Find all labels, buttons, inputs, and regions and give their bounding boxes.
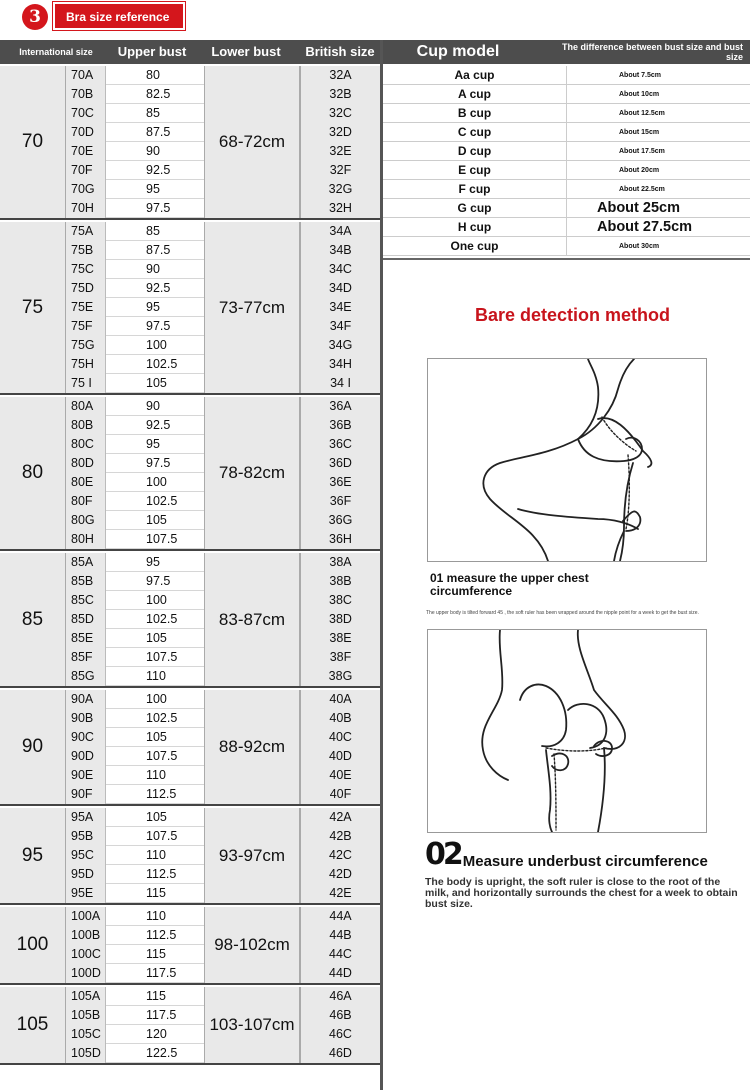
band-cup-cell: 70C — [66, 104, 106, 123]
cup-row — [383, 161, 750, 180]
british-size-cell: 38D — [300, 610, 380, 629]
step-number-badge: 3 — [22, 4, 48, 30]
band-cup-cell: 80D — [66, 454, 106, 473]
band-cup-cell: 70E — [66, 142, 106, 161]
british-size-cell: 46C — [300, 1025, 380, 1044]
band-cup-cell: 75H — [66, 355, 106, 374]
step2-title: Measure underbust circumference — [462, 853, 708, 870]
bust-difference-cell: About 30cm — [566, 237, 750, 256]
step2-description: The body is upright, the soft ruler is close to the root of the milk, and horizontally surrounds the chest for a week to obtain bust size. — [425, 876, 738, 910]
band-cup-cell: 75B — [66, 241, 106, 260]
upper-bust-cell: 102.5 — [146, 494, 178, 508]
band-cup-cell: 80H — [66, 530, 106, 549]
band-cup-cell: 75C — [66, 260, 106, 279]
band-cup-cell: 90D — [66, 747, 106, 766]
cup-row — [383, 237, 750, 256]
bust-difference-cell: About 17.5cm — [566, 142, 750, 161]
col-upper-bust: Upper bust — [117, 44, 187, 59]
band-cup-cell: 95D — [66, 865, 106, 884]
british-size-cell: 32D — [300, 123, 380, 142]
band-cup-cell: 90E — [66, 766, 106, 785]
band-cup-cell: 75A — [66, 222, 106, 241]
british-size-cell: 46D — [300, 1044, 380, 1063]
band-cup-cell: 100D — [66, 964, 106, 983]
upper-bust-cell: 92.5 — [146, 163, 171, 177]
step1-title: 01 measure the upper chest circumference — [430, 571, 589, 598]
cup-row — [383, 180, 750, 199]
upper-bust-cell: 92.5 — [146, 281, 171, 295]
british-size-cell: 32A — [300, 66, 380, 85]
upper-bust-cell: 112.5 — [146, 928, 177, 942]
upper-bust-cell: 110 — [146, 848, 166, 862]
band-cup-cell: 70A — [66, 66, 106, 85]
british-size-cell: 44D — [300, 964, 380, 983]
cup-model-cell: H cup — [457, 220, 492, 234]
lower-bust-cell: 93-97cm — [204, 808, 300, 903]
british-size-cell: 38E — [300, 629, 380, 648]
band-cup-cell: 75D — [66, 279, 106, 298]
upper-bust-cell: 90 — [146, 399, 160, 413]
upper-bust-cell: 110 — [146, 909, 166, 923]
band-cup-cell: 80G — [66, 511, 106, 530]
band-cup-cell: 85G — [66, 667, 106, 686]
british-size-cell: 46B — [300, 1006, 380, 1025]
international-size-cell: 80 — [0, 397, 66, 549]
band-cup-cell: 75E — [66, 298, 106, 317]
band-cup-cell: 105B — [66, 1006, 106, 1025]
band-cup-cell: 75 I — [66, 374, 106, 393]
upper-bust-cell: 95 — [146, 437, 160, 451]
band-cup-cell: 80F — [66, 492, 106, 511]
band-cup-cell: 80E — [66, 473, 106, 492]
bust-difference-cell: About 20cm — [566, 161, 750, 180]
upper-bust-cell: 100 — [146, 338, 167, 352]
upper-bust-cell: 112.5 — [146, 787, 177, 801]
size-group — [0, 690, 380, 806]
band-cup-cell: 70F — [66, 161, 106, 180]
upper-bust-cell: 82.5 — [146, 87, 171, 101]
band-cup-cell: 90C — [66, 728, 106, 747]
band-cup-cell: 95C — [66, 846, 106, 865]
international-size-cell: 70 — [0, 66, 66, 218]
upper-bust-cell: 105 — [146, 376, 167, 390]
band-cup-cell: 105C — [66, 1025, 106, 1044]
band-cup-cell: 80A — [66, 397, 106, 416]
international-size-cell: 105 — [0, 987, 66, 1063]
underbust-measure-illustration — [427, 629, 707, 833]
international-size-cell: 100 — [0, 907, 66, 983]
band-cup-cell: 70B — [66, 85, 106, 104]
upper-bust-cell: 105 — [146, 631, 167, 645]
size-group — [0, 987, 380, 1065]
upper-bust-cell: 102.5 — [146, 711, 178, 725]
upper-bust-cell: 92.5 — [146, 418, 171, 432]
upper-bust-cell: 97.5 — [146, 319, 171, 333]
band-cup-cell: 70G — [66, 180, 106, 199]
col-international: International size — [19, 47, 93, 57]
band-cup-cell: 100B — [66, 926, 106, 945]
british-size-cell: 42A — [300, 808, 380, 827]
upper-bust-cell: 110 — [146, 669, 166, 683]
cup-row — [383, 85, 750, 104]
british-size-cell: 32G — [300, 180, 380, 199]
british-size-cell: 34G — [300, 336, 380, 355]
cup-model-cell: E cup — [458, 163, 491, 177]
upper-bust-cell: 105 — [146, 730, 167, 744]
british-size-cell: 38A — [300, 553, 380, 572]
cup-row — [383, 104, 750, 123]
upper-bust-cell: 107.5 — [146, 829, 178, 843]
bust-difference-cell: About 7.5cm — [566, 66, 750, 85]
upper-bust-cell: 115 — [146, 947, 166, 961]
upper-bust-cell: 100 — [146, 692, 167, 706]
upper-bust-cell: 97.5 — [146, 201, 171, 215]
col-british-size: British size — [305, 44, 375, 59]
upper-bust-cell: 95 — [146, 555, 160, 569]
lower-bust-cell: 78-82cm — [204, 397, 300, 549]
bust-difference-cell: About 22.5cm — [566, 180, 750, 199]
band-cup-cell: 85C — [66, 591, 106, 610]
british-size-cell: 42C — [300, 846, 380, 865]
british-size-cell: 40E — [300, 766, 380, 785]
british-size-cell: 36E — [300, 473, 380, 492]
size-group — [0, 222, 380, 395]
section-title: Bra size reference — [53, 2, 185, 30]
upper-bust-cell: 87.5 — [146, 243, 171, 257]
band-cup-cell: 80B — [66, 416, 106, 435]
british-size-cell: 36D — [300, 454, 380, 473]
bust-difference-cell: About 12.5cm — [566, 104, 750, 123]
band-cup-cell: 70H — [66, 199, 106, 218]
lower-bust-cell: 73-77cm — [204, 222, 300, 393]
international-size-cell: 75 — [0, 222, 66, 393]
cup-model-cell: C cup — [457, 125, 492, 139]
upper-bust-cell: 100 — [146, 593, 167, 607]
bust-difference-cell: About 25cm — [566, 199, 750, 218]
upper-bust-cell: 102.5 — [146, 357, 178, 371]
upper-bust-cell: 95 — [146, 300, 160, 314]
upper-bust-cell: 105 — [146, 513, 167, 527]
band-cup-cell: 90F — [66, 785, 106, 804]
band-cup-cell: 75F — [66, 317, 106, 336]
band-cup-cell: 85B — [66, 572, 106, 591]
british-size-cell: 34C — [300, 260, 380, 279]
band-cup-cell: 85E — [66, 629, 106, 648]
british-size-cell: 44A — [300, 907, 380, 926]
british-size-cell: 34E — [300, 298, 380, 317]
upper-bust-cell: 100 — [146, 475, 167, 489]
british-size-cell: 44B — [300, 926, 380, 945]
british-size-cell: 36H — [300, 530, 380, 549]
bust-difference-cell: About 15cm — [566, 123, 750, 142]
band-cup-cell: 95B — [66, 827, 106, 846]
british-size-cell: 36F — [300, 492, 380, 511]
upper-chest-measure-illustration — [427, 358, 707, 562]
cup-row — [383, 66, 750, 85]
british-size-cell: 34H — [300, 355, 380, 374]
british-size-cell: 38C — [300, 591, 380, 610]
british-size-cell: 42E — [300, 884, 380, 903]
step2-number: 02 — [425, 837, 461, 872]
british-size-cell: 42B — [300, 827, 380, 846]
cup-row — [383, 142, 750, 161]
lower-bust-cell: 68-72cm — [204, 66, 300, 218]
upper-bust-cell: 97.5 — [146, 456, 171, 470]
upper-bust-cell: 95 — [146, 182, 160, 196]
band-cup-cell: 95A — [66, 808, 106, 827]
british-size-cell: 38B — [300, 572, 380, 591]
upper-bust-cell: 107.5 — [146, 532, 178, 546]
cup-model-cell: One cup — [450, 239, 499, 253]
upper-bust-cell: 97.5 — [146, 574, 171, 588]
british-size-cell: 34A — [300, 222, 380, 241]
british-size-cell: 36A — [300, 397, 380, 416]
british-size-cell: 40C — [300, 728, 380, 747]
british-size-cell: 38F — [300, 648, 380, 667]
british-size-cell: 40F — [300, 785, 380, 804]
british-size-cell: 40B — [300, 709, 380, 728]
upper-bust-cell: 102.5 — [146, 612, 178, 626]
band-cup-cell: 105A — [66, 987, 106, 1006]
lower-bust-cell: 83-87cm — [204, 553, 300, 686]
british-size-cell: 34 I — [300, 374, 380, 393]
upper-bust-cell: 90 — [146, 262, 160, 276]
cup-model-cell: G cup — [457, 201, 492, 215]
upper-bust-cell: 80 — [146, 68, 160, 82]
lower-bust-cell: 103-107cm — [204, 987, 300, 1063]
cup-model-cell: A cup — [458, 87, 491, 101]
band-cup-cell: 100A — [66, 907, 106, 926]
upper-bust-cell: 115 — [146, 886, 166, 900]
upper-bust-cell: 117.5 — [146, 966, 177, 980]
upper-bust-cell: 87.5 — [146, 125, 171, 139]
size-table-header — [0, 40, 380, 64]
british-size-cell: 44C — [300, 945, 380, 964]
size-group — [0, 553, 380, 688]
lower-bust-cell: 98-102cm — [204, 907, 300, 983]
upper-bust-cell: 117.5 — [146, 1008, 177, 1022]
cup-table-bottom-border — [383, 258, 750, 260]
british-size-cell: 32H — [300, 199, 380, 218]
lower-bust-cell: 88-92cm — [204, 690, 300, 804]
cup-model-cell: F cup — [458, 182, 491, 196]
col-lower-bust: Lower bust — [211, 44, 281, 59]
bust-difference-cell: About 27.5cm — [566, 218, 750, 237]
upper-bust-cell: 120 — [146, 1027, 167, 1041]
band-cup-cell: 105D — [66, 1044, 106, 1063]
british-size-cell: 40A — [300, 690, 380, 709]
british-size-cell: 32B — [300, 85, 380, 104]
cup-table-header — [383, 40, 750, 64]
british-size-cell: 38G — [300, 667, 380, 686]
size-group — [0, 66, 380, 220]
upper-bust-cell: 85 — [146, 106, 160, 120]
band-cup-cell: 85D — [66, 610, 106, 629]
step1-note: The upper body is tilted forward 45 , the soft ruler has been wrapped around the nipple point for a week to get the bust size. — [426, 610, 699, 616]
band-cup-cell: 85F — [66, 648, 106, 667]
band-cup-cell: 75G — [66, 336, 106, 355]
international-size-cell: 90 — [0, 690, 66, 804]
band-cup-cell: 100C — [66, 945, 106, 964]
british-size-cell: 32E — [300, 142, 380, 161]
col-cup-model: Cup model — [416, 43, 500, 60]
size-group — [0, 808, 380, 905]
upper-bust-cell: 85 — [146, 224, 160, 238]
size-group — [0, 907, 380, 985]
band-cup-cell: 90B — [66, 709, 106, 728]
band-cup-cell: 80C — [66, 435, 106, 454]
british-size-cell: 34B — [300, 241, 380, 260]
size-group — [0, 397, 380, 551]
british-size-cell: 40D — [300, 747, 380, 766]
upper-bust-cell: 110 — [146, 768, 166, 782]
band-cup-cell: 95E — [66, 884, 106, 903]
upper-bust-cell: 112.5 — [146, 867, 177, 881]
upper-bust-cell: 122.5 — [146, 1046, 178, 1060]
upper-bust-cell: 107.5 — [146, 650, 178, 664]
band-cup-cell: 85A — [66, 553, 106, 572]
method-title: Bare detection method — [474, 305, 671, 325]
cup-row — [383, 218, 750, 237]
cup-row — [383, 199, 750, 218]
british-size-cell: 32C — [300, 104, 380, 123]
step2-heading — [425, 837, 708, 872]
band-cup-cell: 90A — [66, 690, 106, 709]
cup-model-cell: B cup — [457, 106, 492, 120]
cup-row — [383, 123, 750, 142]
british-size-cell: 34F — [300, 317, 380, 336]
cup-model-cell: Aa cup — [454, 68, 495, 82]
upper-bust-cell: 115 — [146, 989, 166, 1003]
british-size-cell: 34D — [300, 279, 380, 298]
british-size-cell: 32F — [300, 161, 380, 180]
bust-difference-cell: About 10cm — [566, 85, 750, 104]
british-size-cell: 42D — [300, 865, 380, 884]
british-size-cell: 46A — [300, 987, 380, 1006]
upper-bust-cell: 105 — [146, 810, 167, 824]
british-size-cell: 36C — [300, 435, 380, 454]
cup-model-cell: D cup — [457, 144, 492, 158]
upper-bust-cell: 107.5 — [146, 749, 178, 763]
upper-bust-cell: 90 — [146, 144, 160, 158]
british-size-cell: 36B — [300, 416, 380, 435]
international-size-cell: 95 — [0, 808, 66, 903]
british-size-cell: 36G — [300, 511, 380, 530]
col-difference: The difference between bust size and bust size — [561, 42, 743, 62]
international-size-cell: 85 — [0, 553, 66, 686]
band-cup-cell: 70D — [66, 123, 106, 142]
